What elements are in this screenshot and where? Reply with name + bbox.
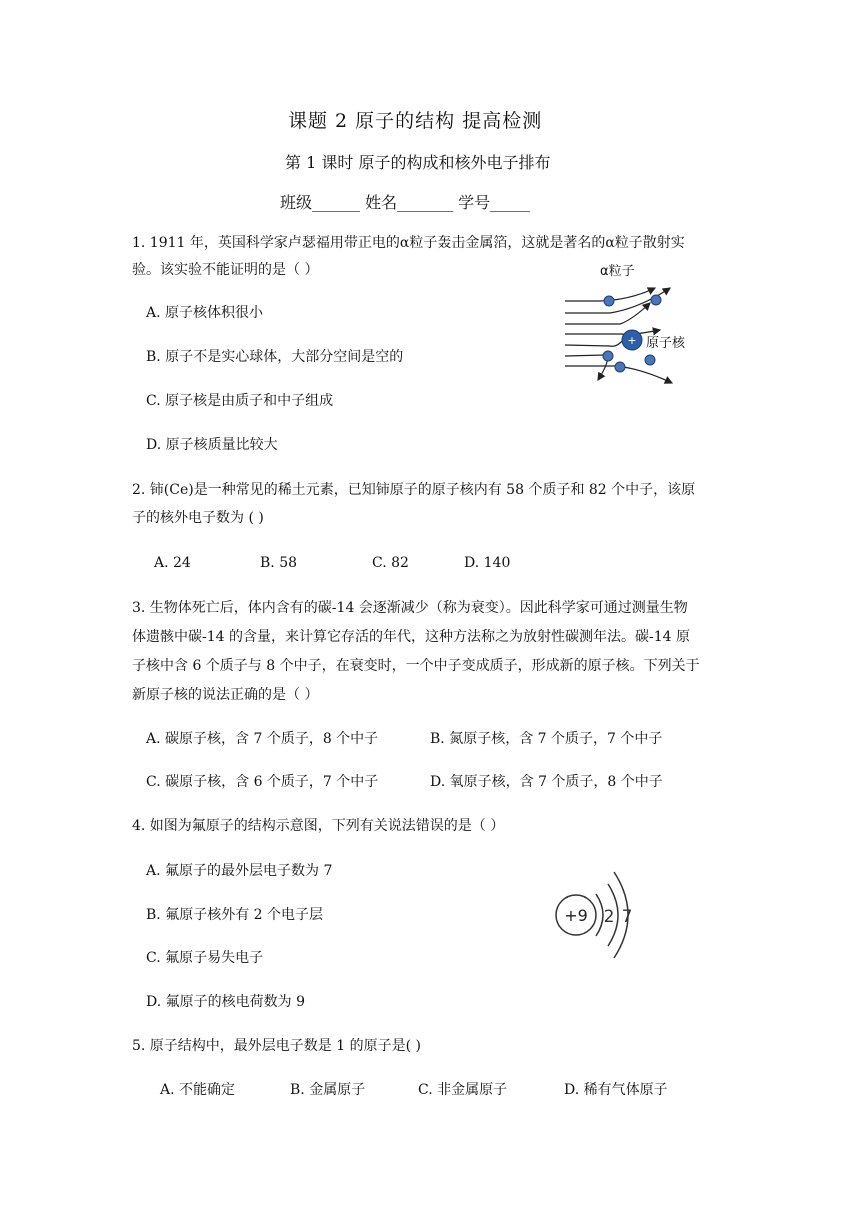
fluorine-shell1-electrons: 2 — [603, 907, 615, 927]
q2-stem-line1: 2. 铈(Ce)是一种常见的稀土元素，已知铈原子的原子核内有 58 个质子和 82 个中子，该原 — [132, 482, 696, 498]
alpha-scattering-diagram — [560, 258, 710, 388]
q1-option-b: B. 原子不是实心球体，大部分空间是空的 — [146, 349, 404, 365]
q3-option-a: A. 碳原子核，含 7 个质子，8 个中子 — [146, 731, 379, 747]
q1-option-d: D. 原子核质量比较大 — [146, 437, 278, 453]
fluorine-nucleus-charge: +9 — [564, 906, 588, 925]
q5-option-a: A. 不能确定 — [160, 1082, 236, 1098]
alpha-particle-label: α粒子 — [600, 264, 635, 279]
fluorine-shell2-electrons: 7 — [621, 907, 633, 927]
q1-option-a: A. 原子核体积很小 — [146, 305, 264, 321]
q1-stem-line1: 1. 1911 年，英国科学家卢瑟福用带正电的α粒子轰击金属箔，这就是著名的α粒子散射实 — [132, 235, 685, 251]
q5-option-d: D. 稀有气体原子 — [564, 1082, 668, 1098]
q3-option-d: D. 氧原子核，含 7 个质子，8 个中子 — [430, 774, 663, 790]
q3-option-b: B. 氮原子核，含 7 个质子，7 个中子 — [430, 731, 663, 747]
q3-stem-line2: 体遗骸中碳-14 的含量，来计算它存活的年代，这种方法称之为放射性碳测年法。碳-14 原 — [132, 629, 690, 645]
page-title: 课题 2 原子的结构 提高检测 — [288, 110, 543, 132]
nucleus-label: 原子核 — [646, 336, 686, 351]
q4-option-c: C. 氟原子易失电子 — [146, 950, 264, 966]
q3-stem-line3: 子核中含 6 个质子与 8 个中子，在衰变时，一个中子变成质子，形成新的原子核。下列关于 — [132, 658, 700, 674]
q2-option-a: A. 24 — [154, 555, 191, 571]
q3-stem-line4: 新原子核的说法正确的是（ ） — [132, 687, 319, 703]
q2-stem-line2: 子的核外电子数为 ( ) — [132, 510, 264, 526]
q2-option-d: D. 140 — [464, 555, 511, 571]
q3-stem-line1: 3. 生物体死亡后，体内含有的碳-14 会逐渐减少（称为衰变）。因此科学家可通过测量生物 — [132, 600, 688, 616]
q4-option-b: B. 氟原子核外有 2 个电子层 — [146, 907, 323, 923]
nucleus-plus-sign: + — [627, 334, 637, 347]
q5-option-b: B. 金属原子 — [290, 1082, 366, 1098]
fluorine-atom-diagram — [550, 860, 640, 968]
q4-option-a: A. 氟原子的最外层电子数为 7 — [146, 863, 333, 879]
page-subtitle: 第 1 课时 原子的构成和核外电子排布 — [285, 153, 551, 172]
q1-option-c: C. 原子核是由质子和中子组成 — [146, 393, 334, 409]
q5-stem: 5. 原子结构中，最外层电子数是 1 的原子是( ) — [132, 1038, 421, 1054]
q4-stem: 4. 如图为氟原子的结构示意图，下列有关说法错误的是（ ） — [132, 818, 505, 834]
q4-option-d: D. 氟原子的核电荷数为 9 — [146, 994, 305, 1010]
q5-option-c: C. 非金属原子 — [418, 1082, 508, 1098]
q2-option-b: B. 58 — [260, 555, 298, 571]
q2-option-c: C. 82 — [372, 555, 409, 571]
q3-option-c: C. 碳原子核，含 6 个质子，7 个中子 — [146, 774, 379, 790]
student-info: 班级______ 姓名_______ 学号_____ — [280, 193, 531, 212]
q1-stem-line2: 验。该实验不能证明的是（ ） — [132, 262, 319, 278]
